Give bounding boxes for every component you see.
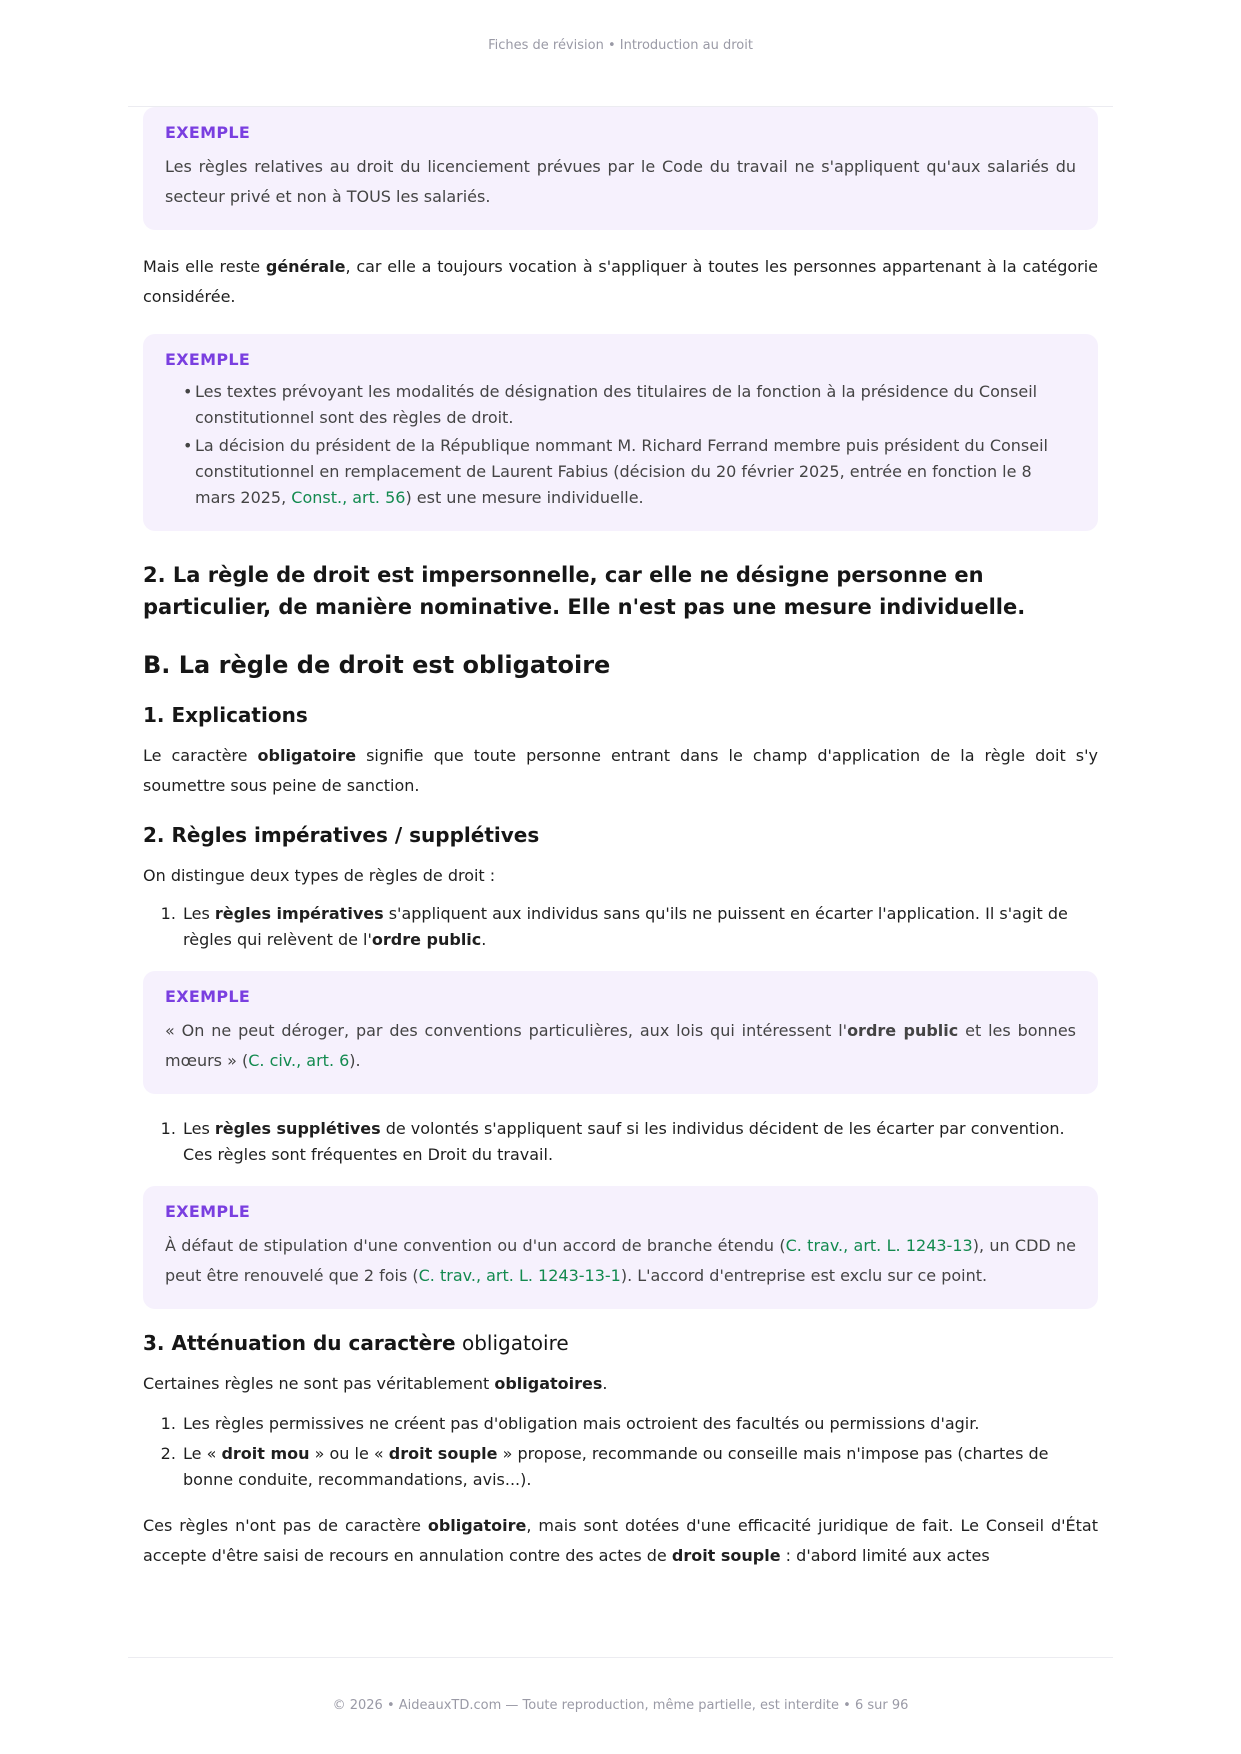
example-label: EXEMPLE — [165, 1202, 251, 1221]
paragraph-obligatoire: Le caractère obligatoire signifie que toute personne entrant dans le champ d'application de la règle doit s'y soumettre sous peine de sanction. — [143, 746, 1098, 795]
list-item: • La décision du président de la République nommant M. Richard Ferrand membre puis président du Conseil constitutionnel en remplacement de Laurent Fabius (décision du 20 février 2025, entrée en fonction le 8 mars 2025, Const., art. 56) est une mesure individuelle. — [195, 433, 1076, 511]
numbered-list — [143, 1411, 1098, 1493]
heading-impersonnelle: 2. La règle de droit est impersonnelle, car elle ne désigne personne en particulier, de manière nominative. Elle n'est pas une mesure individuelle. — [143, 563, 1026, 619]
numbered-list — [143, 1116, 1098, 1168]
section-title: B. La règle de droit est obligatoire — [143, 651, 611, 679]
example-list — [165, 379, 1076, 511]
example-text: Les règles relatives au droit du licenciement prévues par le Code du travail ne s'appliquent qu'aux salariés du secteur privé et non à TOUS les salariés. — [165, 157, 1076, 206]
list-item: 1. Les règles impératives s'appliquent aux individus sans qu'ils ne puissent en écarter l'application. Il s'agit de règles qui relèvent de l'ordre public. — [181, 901, 1098, 953]
legal-reference-link[interactable]: C. trav., art. L. 1243-13 — [785, 1236, 973, 1255]
example-box — [143, 1186, 1098, 1309]
footer-divider — [128, 1657, 1113, 1658]
list-item: 2. Le « droit mou » ou le « droit souple » propose, recommande ou conseille mais n'impose pas (chartes de bonne conduite, recommandations, avis...). — [181, 1441, 1098, 1493]
list-item: 1. Les règles permissives ne créent pas d'obligation mais octroient des facultés ou permissions d'agir. — [181, 1411, 1098, 1437]
example-label: EXEMPLE — [165, 350, 251, 369]
paragraph-generale: Mais elle reste générale, car elle a toujours vocation à s'appliquer à toutes les personnes appartenant à la catégorie considérée. — [143, 257, 1098, 306]
list-item: 1. Les règles supplétives de volontés s'appliquent sauf si les individus décident de les écarter par convention. Ces règles sont fréquentes en Droit du travail. — [181, 1116, 1098, 1168]
subsection-title: 3. Atténuation du caractère obligatoire — [143, 1331, 569, 1355]
example-box — [143, 971, 1098, 1094]
example-box — [143, 107, 1098, 230]
paragraph-deux-types: On distingue deux types de règles de droit : — [143, 866, 496, 885]
list-item: • Les textes prévoyant les modalités de désignation des titulaires de la fonction à la présidence du Conseil constitutionnel sont des règles de droit. — [195, 379, 1076, 431]
page-footer: © 2026 • AideauxTD.com — Toute reproduction, même partielle, est interdite • 6 sur 96 — [332, 1698, 909, 1713]
subsection-title: 1. Explications — [143, 703, 308, 727]
paragraph-certaines: Certaines règles ne sont pas véritablement obligatoires. — [143, 1374, 608, 1393]
page-content — [143, 107, 1098, 1593]
example-box — [143, 334, 1098, 531]
example-text: « On ne peut déroger, par des conventions particulières, aux lois qui intéressent l'ordre public et les bonnes mœurs » (C. civ., art. 6). — [165, 1021, 1076, 1070]
example-label: EXEMPLE — [165, 987, 251, 1006]
numbered-list — [143, 901, 1098, 953]
page-header: Fiches de révision • Introduction au droit — [488, 38, 753, 53]
paragraph-final: Ces règles n'ont pas de caractère obligatoire, mais sont dotées d'une efficacité juridique de fait. Le Conseil d'État accepte d'être saisi de recours en annulation contre des actes de droit souple : d'abord limité aux actes — [143, 1516, 1098, 1565]
legal-reference-link[interactable]: C. trav., art. L. 1243-13-1 — [418, 1266, 621, 1285]
example-label: EXEMPLE — [165, 123, 251, 142]
example-text: À défaut de stipulation d'une convention ou d'un accord de branche étendu (C. trav., art. L. 1243-13), un CDD ne peut être renouvelé que 2 fois (C. trav., art. L. 1243-13-1). L'accord d'entreprise est exclu sur ce point. — [165, 1236, 1077, 1285]
subsection-title: 2. Règles impératives / supplétives — [143, 823, 540, 847]
term-generale: générale — [265, 257, 346, 276]
legal-reference-link[interactable]: Const., art. 56 — [291, 488, 406, 507]
legal-reference-link[interactable]: C. civ., art. 6 — [248, 1051, 350, 1070]
